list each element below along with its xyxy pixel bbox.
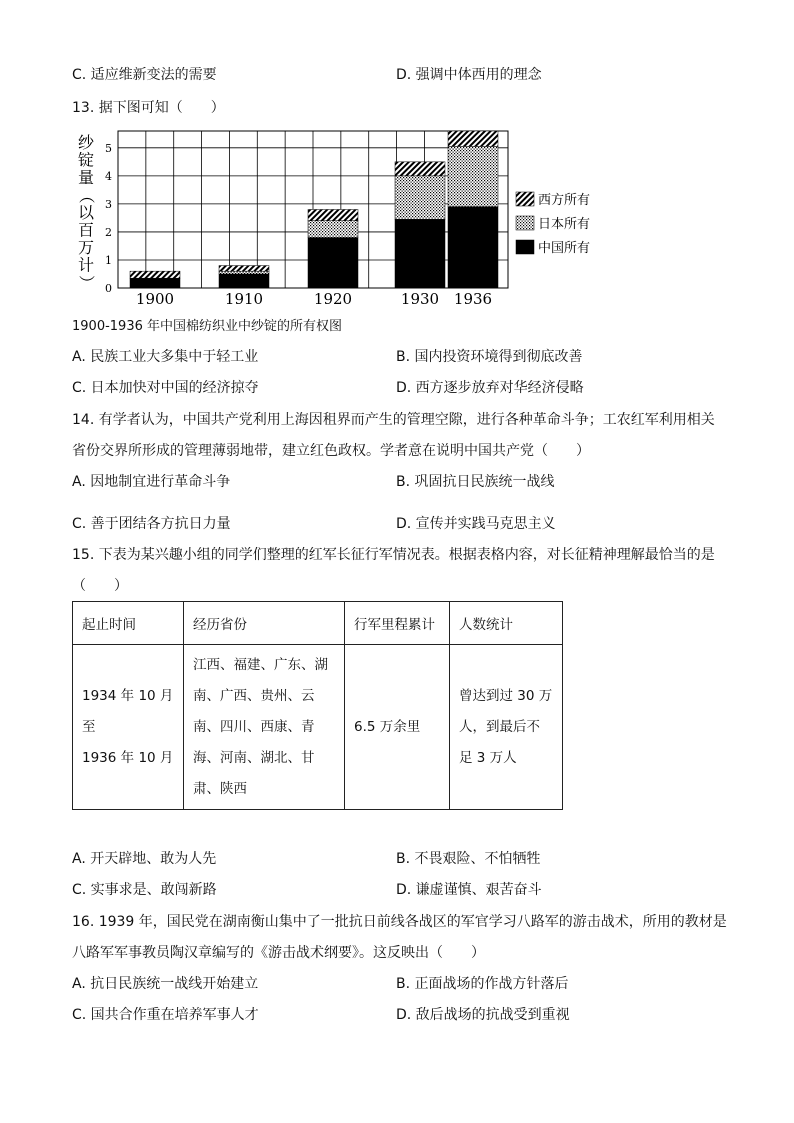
- q13-option-c: C. 日本加快对中国的经济掠夺: [72, 380, 259, 396]
- q15-stem-line2: （ ）: [72, 578, 128, 594]
- bar-segment: [395, 176, 445, 219]
- bar-segment: [448, 207, 498, 288]
- q16-option-a: A. 抗日民族统一战线开始建立: [72, 976, 259, 992]
- y-axis-label-char: 万: [77, 238, 95, 257]
- chart-bars: [130, 131, 498, 288]
- q16-option-b: B. 正面战场的作战方针落后: [396, 976, 569, 992]
- y-axis-label-char: 锭: [77, 150, 95, 170]
- y-tick-label: 3: [105, 197, 112, 211]
- q15-stem-line1: 15. 下表为某兴趣小组的同学们整理的红军长征行军情况表。根据表格内容，对长征精神理解最恰当的是: [72, 547, 715, 563]
- q14-option-c: C. 善于团结各方抗日力量: [72, 516, 231, 532]
- y-tick-label: 4: [105, 169, 112, 183]
- y-axis-label-char: 纱: [77, 133, 95, 152]
- legend-label: 西方所有: [538, 193, 591, 208]
- table-header-cell: 经历省份: [184, 602, 345, 645]
- table-cell: [73, 645, 184, 810]
- x-tick-label: 1930: [400, 290, 440, 308]
- x-tick-label: 1910: [224, 290, 264, 308]
- legend-swatch: [516, 240, 534, 254]
- q14-option-a: A. 因地制宜进行革命斗争: [72, 474, 231, 490]
- y-axis-label: [77, 133, 96, 291]
- y-axis-label-char: 百: [77, 220, 95, 240]
- q14-stem-line2: 省份交界所形成的管理薄弱地带，建立红色政权。学者意在说明中国共产党（ ）: [72, 443, 590, 459]
- table-header-cell: 行军里程累计: [345, 602, 450, 645]
- table-cell-text: 江西、福建、广东、湖 南、广西、贵州、云 南、四川、西康、青 海、河南、湖北、甘 肃、陕西: [193, 656, 328, 797]
- q14-stem-line1: 14. 有学者认为，中国共产党利用上海因租界而产生的管理空隙，进行各种革命斗争；工农红军利用相关: [72, 412, 715, 428]
- table-cell: [450, 645, 563, 810]
- bar-segment: [395, 219, 445, 288]
- legend-label: 日本所有: [538, 217, 591, 232]
- bar-segment: [130, 271, 180, 278]
- chart-legend: [516, 192, 590, 256]
- bar-segment: [308, 238, 358, 288]
- table-header-cell: 人数统计: [450, 602, 563, 645]
- q16-stem-line1: 16. 1939 年，国民党在湖南衡山集中了一批抗日前线各战区的军官学习八路军的游击战术，所用的教材是: [72, 914, 727, 930]
- y-axis-label-char: （: [77, 187, 96, 204]
- y-axis-label-char: ）: [77, 274, 96, 292]
- q12-option-d: D. 强调中体西用的理念: [396, 67, 542, 83]
- y-axis-label-char: 量: [77, 168, 95, 187]
- y-tick-labels: [105, 142, 112, 295]
- spindle-ownership-chart: [70, 126, 591, 311]
- q15-option-d: D. 谦虚谨慎、艰苦奋斗: [396, 882, 542, 898]
- bar-segment: [448, 131, 498, 146]
- q13-option-a: A. 民族工业大多集中于轻工业: [72, 349, 259, 365]
- y-tick-label: 2: [105, 225, 112, 239]
- q16-stem-line2: 八路军军事教员陶汉章编写的《游击战术纲要》。这反映出（ ）: [72, 945, 485, 961]
- table-cell: [184, 645, 345, 810]
- q16-option-d: D. 敌后战场的抗战受到重视: [396, 1007, 570, 1023]
- bar-segment: [395, 162, 445, 176]
- q12-option-c: C. 适应维新变法的需要: [72, 67, 217, 83]
- y-axis-label-char: 计: [77, 255, 95, 275]
- y-tick-label: 1: [105, 253, 112, 267]
- q13-stem: 13. 据下图可知（ ）: [72, 100, 225, 116]
- x-tick-label: 1900: [135, 290, 175, 308]
- q15-option-c: C. 实事求是、敢闯新路: [72, 882, 217, 898]
- bar-segment: [308, 221, 358, 238]
- table-header-row: [73, 602, 563, 645]
- bar-segment: [308, 210, 358, 221]
- y-tick-label: 0: [105, 282, 112, 295]
- bar-segment: [448, 146, 498, 206]
- chart-caption: 1900-1936 年中国棉纺织业中纱锭的所有权图: [72, 319, 342, 334]
- legend-swatch: [516, 192, 534, 206]
- legend-swatch: [516, 216, 534, 230]
- bar-segment: [219, 266, 269, 272]
- table-cell-text: 6.5 万余里: [354, 718, 421, 735]
- q15-option-b: B. 不畏艰险、不怕牺牲: [396, 851, 541, 867]
- x-tick-labels: [136, 290, 492, 308]
- long-march-table: [72, 601, 563, 810]
- table-row: [73, 645, 563, 810]
- table-header-cell: 起止时间: [73, 602, 184, 645]
- x-tick-label: 1936: [453, 290, 493, 308]
- q15-option-a: A. 开天辟地、敢为人先: [72, 851, 217, 867]
- y-axis-label-char: 以: [77, 203, 95, 222]
- bar-segment: [219, 271, 269, 274]
- table-cell-text: 曾达到过 30 万 人，到最后不 足 3 万人: [459, 687, 553, 766]
- x-tick-label: 1920: [313, 290, 353, 308]
- legend-label: 中国所有: [538, 241, 591, 256]
- q16-option-c: C. 国共合作重在培养军事人才: [72, 1007, 259, 1023]
- q13-option-b: B. 国内投资环境得到彻底改善: [396, 349, 583, 365]
- q13-option-d: D. 西方逐步放弃对华经济侵略: [396, 380, 584, 396]
- table-cell-text: 1934 年 10 月至 1936 年 10 月: [82, 687, 174, 766]
- bar-segment: [219, 274, 269, 288]
- bar-segment: [130, 278, 180, 288]
- q14-option-d: D. 宣传并实践马克思主义: [396, 516, 556, 532]
- q14-option-b: B. 巩固抗日民族统一战线: [396, 474, 555, 490]
- y-tick-label: 5: [105, 141, 112, 155]
- table-cell: [345, 645, 450, 810]
